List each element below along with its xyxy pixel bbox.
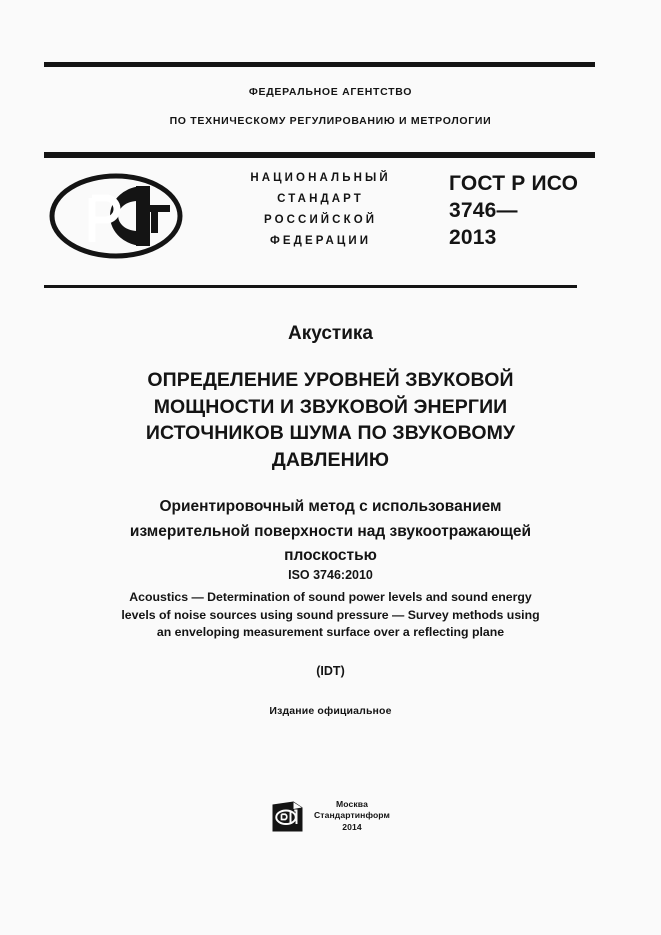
national-standard-line-1: НАЦИОНАЛЬНЫЙ [250,172,391,184]
agency-header-line-2: ПО ТЕХНИЧЕСКОМУ РЕГУЛИРОВАНИЮ И МЕТРОЛОГИИ [169,115,492,127]
gost-r-certification-mark-icon [48,172,184,260]
page-title-line-2: МОЩНОСТИ И ЗВУКОВОЙ ЭНЕРГИИ [153,395,508,418]
band-divider-rule [44,285,577,288]
national-standard-label [194,168,444,252]
standard-designation-line-2: 3746— [449,199,518,222]
imprint-year: 2014 [342,821,362,832]
header-divider-rule [44,152,595,158]
imprint-text [314,798,390,833]
page-title-line-4: ДАВЛЕНИЮ [271,448,390,471]
standartinform-logo-icon [271,800,304,833]
imprint-block [0,798,661,833]
top-divider-rule [44,62,595,67]
imprint-publisher: Стандартинформ [314,810,390,821]
agency-header-line-1: ФЕДЕРАЛЬНОЕ АГЕНТСТВО [248,86,413,98]
national-standard-line-2: СТАНДАРТ [277,193,364,205]
title-block [45,322,616,569]
agency-header [0,86,661,127]
iso-reference: ISO 3746:2010 [288,568,373,582]
title-kicker: Акустика [288,323,373,344]
page-title [45,367,616,473]
page-title-line-3: ИСТОЧНИКОВ ШУМА ПО ЗВУКОВОМУ [145,422,516,444]
page-subtitle-line-3: плоскостью [284,547,377,564]
identification-band [44,166,595,278]
page-subtitle [45,495,616,569]
iso-english-title-line-2: levels of noise sources using sound pressure — Survey methods using [121,607,540,622]
iso-english-title-line-1: Acoustics — Determination of sound power levels and sound energy [129,590,532,604]
national-standard-line-4: ФЕДЕРАЦИИ [269,235,372,247]
standard-designation-line-1: ГОСТ Р ИСО [449,172,579,195]
official-edition-note: Издание официальное [269,705,392,717]
standard-designation [449,170,595,251]
page-title-line-1: ОПРЕДЕЛЕНИЕ УРОВНЕЙ ЗВУКОВОЙ [147,369,514,391]
page-subtitle-line-1: Ориентировочный метод с использованием [159,498,502,515]
standard-designation-line-3: 2013 [449,226,497,249]
iso-english-title [40,589,621,642]
imprint-city: Москва [336,799,368,809]
iso-equivalence-degree: (IDT) [316,663,345,678]
national-standard-line-3: РОССИЙСКОЙ [263,214,378,226]
page-subtitle-line-2: измерительной поверхности над звукоотражающей [129,522,532,540]
iso-english-title-line-3: an enveloping measurement surface over a reflecting plane [156,625,505,639]
iso-reference-block [40,567,621,678]
